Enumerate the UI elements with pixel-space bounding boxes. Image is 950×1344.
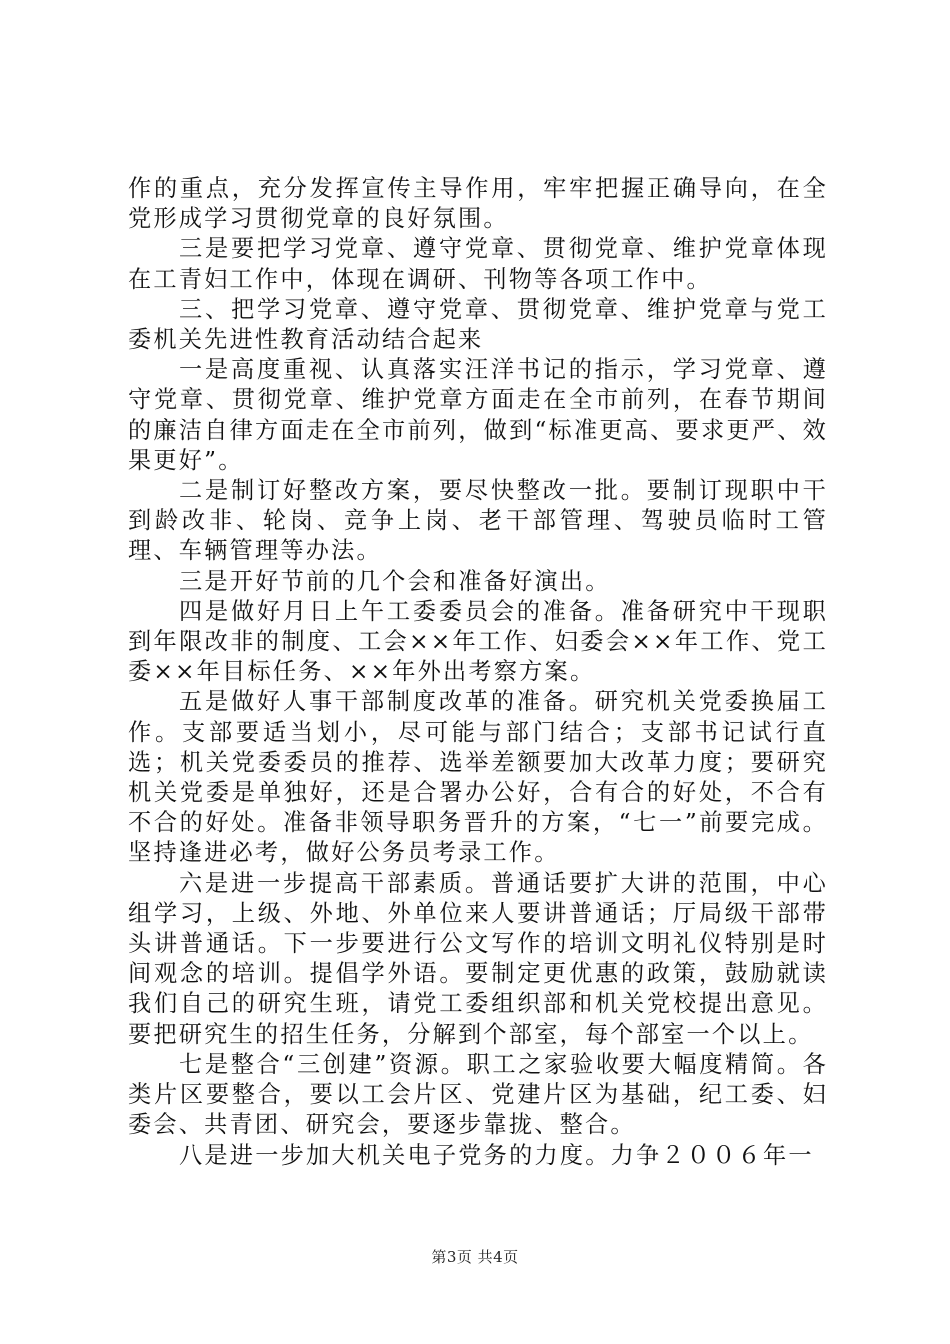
paragraph-2: 三是要把学习党章、遵守党章、贯彻党章、维护党章体现在工青妇工作中，体现在调研、刊物等各项工作中。 (128, 235, 828, 293)
paragraph-10: 七是整合“三创建”资源。职工之家验收要大幅度精简。各类片区要整合，要以工会片区、党建片区为基础，纪工委、妇委会、共青团、研究会，要逐步靠拢、整合。 (128, 1050, 828, 1139)
document-body (128, 174, 828, 1171)
paragraph-3: 三、把学习党章、遵守党章、贯彻党章、维护党章与党工委机关先进性教育活动结合起来 (128, 295, 828, 354)
page-footer: 第3页 共4页 (431, 1248, 519, 1266)
paragraph-1: 作的重点，充分发挥宣传主导作用，牢牢把握正确导向，在全党形成学习贯彻党章的良好氛围。 (128, 175, 828, 233)
paragraph-11: 八是进一步加大机关电子党务的力度。力争２００６年一 (179, 1141, 814, 1169)
paragraph-5: 二是制订好整改方案，要尽快整改一批。要制订现职中干到龄改非、轮岗、竞争上岗、老干部管理、驾驶员临时工管理、车辆管理等办法。 (128, 477, 828, 565)
paragraph-9: 六是进一步提高干部素质。普通话要扩大讲的范围，中心组学习，上级、外地、外单位来人要讲普通话；厅局级干部带头讲普通话。下一步要进行公文写作的培训文明礼仪特别是时间观念的培训。提倡学外语。要制定更优惠的政策，鼓励就读我们自己的研究生班，请党工委组织部和机关党校提出意见。要把研究生的招生任务，分解到个部室，每个部室一个以上。 (128, 869, 828, 1048)
paragraph-7: 四是做好月日上午工委委员会的准备。准备研究中干现职到年限改非的制度、工会××年工作、妇委会××年工作、党工委××年目标任务、××年外出考察方案。 (128, 597, 828, 686)
paragraph-4: 一是高度重视、认真落实汪洋书记的指示，学习党章、遵守党章、贯彻党章、维护党章方面走在全市前列，在春节期间的廉洁自律方面走在全市前列，做到“标准更高、要求更严、效果更好”。 (128, 356, 828, 474)
paragraph-6: 三是开好节前的几个会和准备好演出。 (179, 567, 611, 595)
paragraph-8: 五是做好人事干部制度改革的准备。研究机关党委换届工作。支部要适当划小，尽可能与部门结合；支部书记试行直选；机关党委委员的推荐、选举差额要加大改革力度；要研究机关党委是单独好，还是合署办公好，合有合的好处，不合有不合的好处。准备非领导职务晋升的方案，“七一”前要完成。坚持逢进必考，做好公务员考录工作。 (128, 688, 828, 867)
